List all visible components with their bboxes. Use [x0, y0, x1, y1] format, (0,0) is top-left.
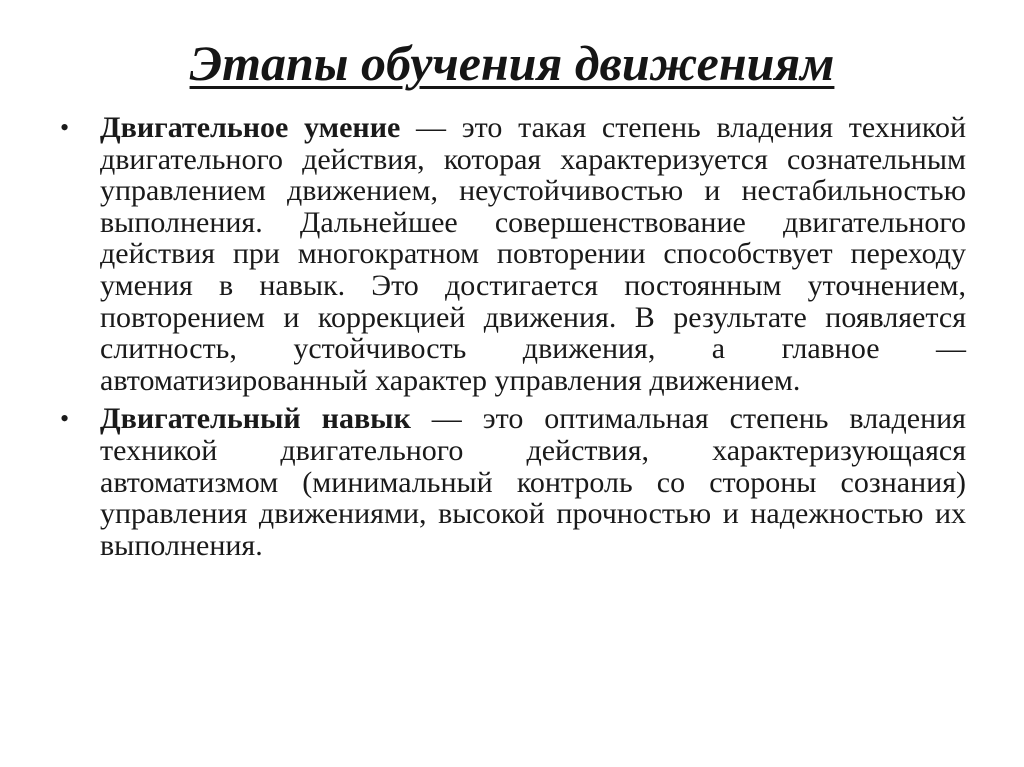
term-motor-ability: Двигательное умение [100, 111, 401, 144]
definition-text: — это такая степень владения техникой двигательного действия, которая характеризуется сознательным управлением движением, неустойчивостью и нестабильностью выполнения. Дальнейшее совершенствование двигательного действия при многократном повторении способствует переходу умения в навык. Это достигается постоянным уточнением, повторением и коррекцией движения. В результате появляется слитность, устойчивость движения, а главное — автоматизированный характер управления движением. [100, 111, 967, 397]
bullet-icon: • [60, 113, 70, 142]
definition-text: — это оптимальная степень владения техникой двигательного действия, характеризующаяся автоматизмом (минимальный контроль со стороны сознания) управления движениями, высокой прочностью и надежностью их выполнения. [100, 402, 966, 562]
slide-title: Этапы обучения движениям [189, 35, 835, 91]
bullet-item-motor-skill [60, 112, 966, 396]
bullet-list [60, 112, 966, 568]
bullet-item-motor-habit [60, 403, 966, 561]
term-motor-habit: Двигательный навык [100, 402, 411, 436]
bullet-icon: • [60, 404, 70, 434]
